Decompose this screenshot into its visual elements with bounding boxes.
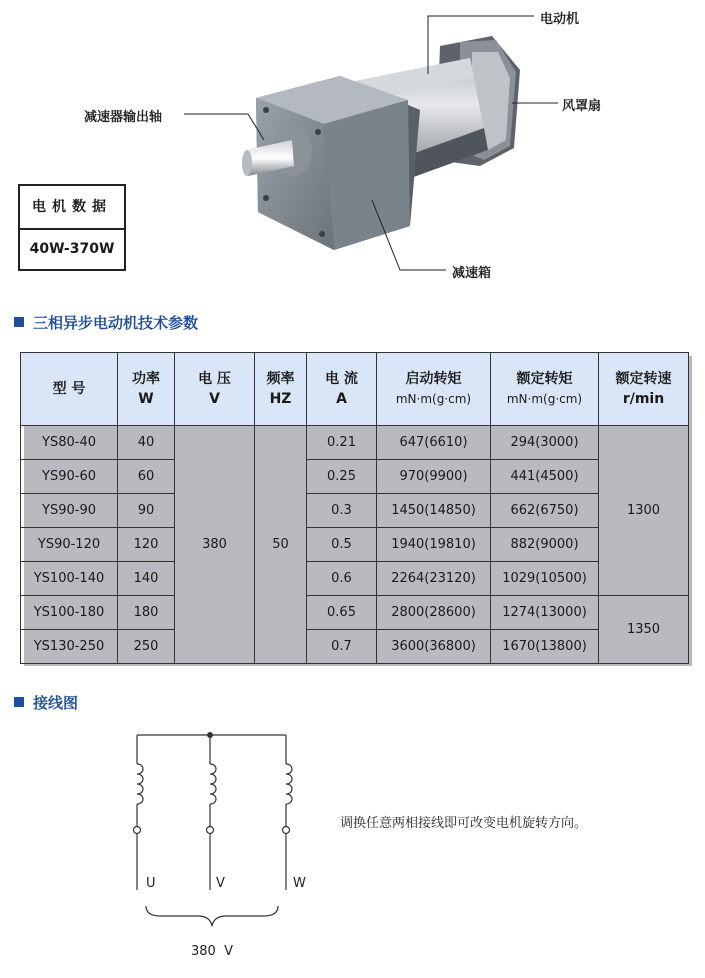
cell-rated-torque: 1274(13000) <box>491 596 599 630</box>
cell-power: 40 <box>118 426 175 460</box>
cell-power: 120 <box>118 528 175 562</box>
cell-model: YS100-180 <box>21 596 118 630</box>
cell-rated-torque: 294(3000) <box>491 426 599 460</box>
table-row <box>21 562 689 596</box>
heading-bullet-square <box>14 317 24 327</box>
cell-start-torque: 2800(28600) <box>377 596 491 630</box>
table-row <box>21 630 689 664</box>
header-power: 功率 W <box>118 353 175 426</box>
coil-w <box>286 764 292 804</box>
cell-power: 60 <box>118 460 175 494</box>
callout-motor: 电动机 <box>540 12 580 27</box>
cell-start-torque: 2264(23120) <box>377 562 491 596</box>
cell-rated-speed-1350: 1350 <box>599 596 689 664</box>
cell-model: YS90-120 <box>21 528 118 562</box>
callout-fan-cover: 风罩扇 <box>562 99 602 114</box>
cell-model: YS80-40 <box>21 426 118 460</box>
terminal-label-u: U <box>146 876 156 891</box>
callout-gearbox: 减速箱 <box>452 266 492 281</box>
supply-brace <box>146 906 278 926</box>
cell-rated-speed-1300: 1300 <box>599 426 689 596</box>
cell-rated-torque: 1670(13800) <box>491 630 599 664</box>
cell-power: 140 <box>118 562 175 596</box>
terminal-u <box>134 827 141 834</box>
cell-start-torque: 3600(36800) <box>377 630 491 664</box>
coil-v <box>210 764 216 804</box>
cell-current: 0.25 <box>307 460 377 494</box>
cell-power: 180 <box>118 596 175 630</box>
header-current: 电 流 A <box>307 353 377 426</box>
terminal-label-w: W <box>293 876 306 891</box>
cell-current: 0.6 <box>307 562 377 596</box>
motor-data-box <box>18 184 126 271</box>
wiring-diagram <box>0 720 705 978</box>
supply-voltage-label: 380 V <box>191 944 233 959</box>
table-row <box>21 528 689 562</box>
terminal-label-v: V <box>216 876 225 891</box>
wiring-section-heading <box>14 692 78 713</box>
cell-current: 0.5 <box>307 528 377 562</box>
cell-current: 0.65 <box>307 596 377 630</box>
cell-rated-torque: 441(4500) <box>491 460 599 494</box>
spec-section-heading <box>14 312 198 333</box>
table-row <box>21 494 689 528</box>
heading-bullet-square <box>14 697 24 707</box>
cell-start-torque: 647(6610) <box>377 426 491 460</box>
table-row <box>21 460 689 494</box>
cell-model: YS90-90 <box>21 494 118 528</box>
table-header-row <box>21 353 689 426</box>
cell-rated-torque: 662(6750) <box>491 494 599 528</box>
junction-dot <box>207 732 213 738</box>
table-row <box>21 426 689 460</box>
motor-data-value: 40W-370W <box>29 241 115 257</box>
cell-model: YS90-60 <box>21 460 118 494</box>
cell-power: 250 <box>118 630 175 664</box>
terminal-v <box>207 827 214 834</box>
spec-section-title: 三相异步电动机技术参数 <box>33 314 199 332</box>
wiring-section-title: 接线图 <box>33 694 79 712</box>
cell-model: YS100-140 <box>21 562 118 596</box>
cell-voltage: 380 <box>175 426 255 664</box>
header-rated-speed: 额定转速 r/min <box>599 353 689 426</box>
callout-output-shaft: 减速器输出轴 <box>84 110 163 125</box>
wiring-note: 调换任意两相接线即可改变电机旋转方向。 <box>340 816 588 831</box>
motor-data-header: 电机数据 <box>20 186 124 230</box>
cell-power: 90 <box>118 494 175 528</box>
table-row <box>21 596 689 630</box>
cell-start-torque: 970(9900) <box>377 460 491 494</box>
header-rated-torque: 额定转矩 mN·m(g·cm) <box>491 353 599 426</box>
header-voltage: 电 压 V <box>175 353 255 426</box>
cell-model: YS130-250 <box>21 630 118 664</box>
cell-current: 0.7 <box>307 630 377 664</box>
cell-frequency: 50 <box>255 426 307 664</box>
spec-table <box>20 352 689 664</box>
terminal-w <box>283 827 290 834</box>
cell-current: 0.21 <box>307 426 377 460</box>
header-model: 型 号 <box>21 353 118 426</box>
cell-current: 0.3 <box>307 494 377 528</box>
cell-rated-torque: 882(9000) <box>491 528 599 562</box>
cell-rated-torque: 1029(10500) <box>491 562 599 596</box>
header-frequency: 频率 HZ <box>255 353 307 426</box>
cell-start-torque: 1450(14850) <box>377 494 491 528</box>
cell-start-torque: 1940(19810) <box>377 528 491 562</box>
coil-u <box>137 764 143 804</box>
header-start-torque: 启动转矩 mN·m(g·cm) <box>377 353 491 426</box>
